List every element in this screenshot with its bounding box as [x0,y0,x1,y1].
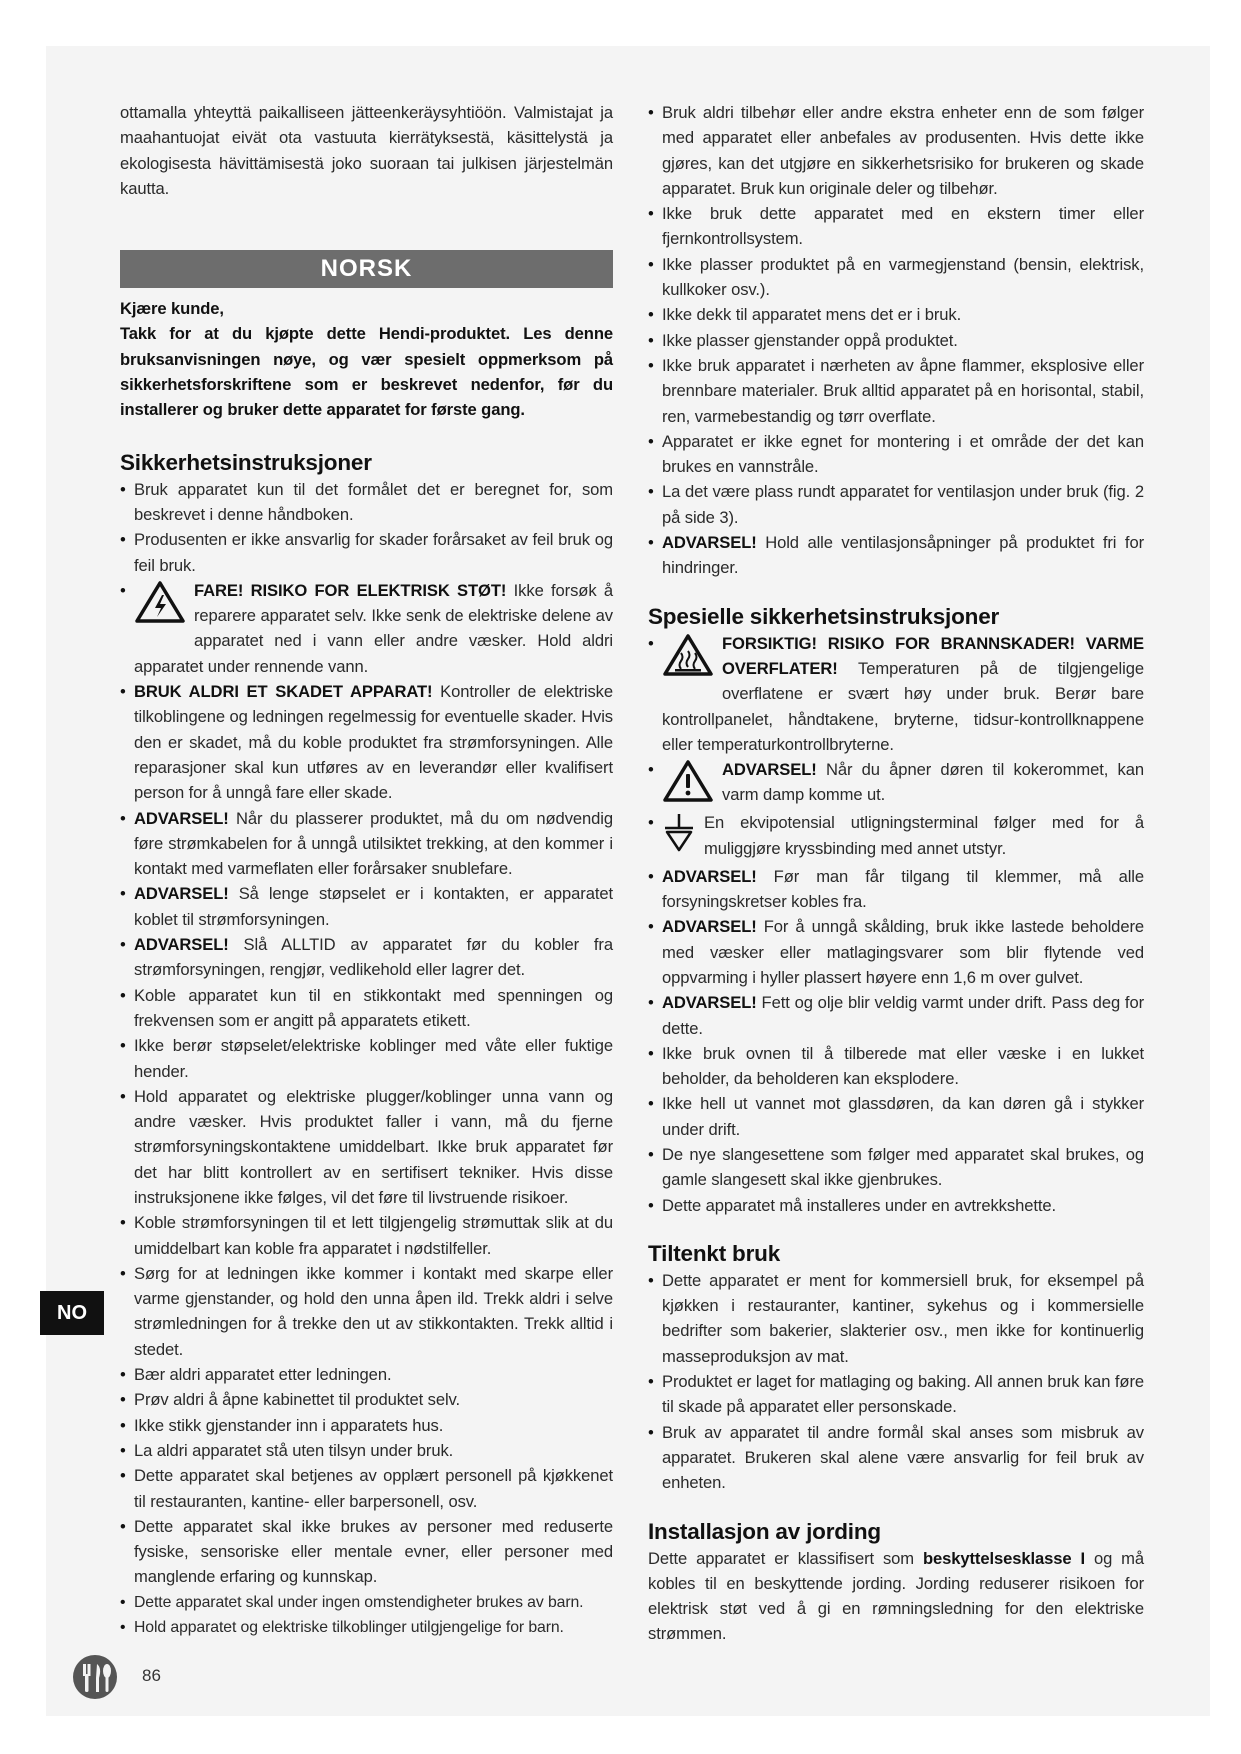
safety-item-text: Produsenten er ikke ansvarlig for skader forårsaket av feil bruk og feil bruk. [134,530,613,575]
general-safety-item [648,530,1144,581]
special-safety-item [648,757,1144,810]
safety-item [120,1514,613,1590]
special-safety-item [648,810,1144,863]
safety-item-text: Hold apparatet og elektriske plugger/koblinger unna vann og andre væsker. Hvis produktet faller i vann, må du fjerne strømforsyningskontaktene umiddelbart. Ikke bruk apparatet før det har blitt kontrollert av en sertifisert tekniker. Hvis disse instruksjonene ikke følges, vil det føre til livstruende risikoer. [134,1086,613,1207]
intended-use-item [648,1420,1144,1496]
special-safety-item [648,1091,1144,1142]
safety-item-emphasis: FARE! RISIKO FOR ELEKTRISK STØT! [194,580,507,600]
safety-item [120,1362,613,1387]
intro-text: Takk for at du kjøpte dette Hendi-produktet. Les denne bruksanvisningen nøye, og vær spesielt oppmerksom på sikkerhetsforskriftene som er beskrevet nedenfor, før du installerer og bruker dette apparatet for første gang. [120,324,613,420]
electric-shock-warning-icon [134,580,186,631]
special-safety-item-text: Temperaturen på de tilgjengelige overflatene er svært høy under bruk. Berør bare kontrollpanelet, håndtakene, bryterne, tidsur-kontrollknappene eller temperaturkontrollbryterne. [662,658,1144,754]
hendi-cutlery-logo-icon [72,1654,118,1700]
general-safety-item-text: Ikke bruk dette apparatet med en ekstern timer eller fjernkontrollsystem. [662,204,1144,249]
special-safety-item-emphasis: ADVARSEL! [722,760,817,780]
safety-item-text: La aldri apparatet stå uten tilsyn under bruk. [134,1440,454,1460]
safety-item-text: Koble apparatet kun til en stikkontakt med spenningen og frekvensen som er angitt på apparatets etikett. [134,985,613,1030]
special-safety-list [648,631,1144,1218]
intended-use-item [648,1369,1144,1420]
special-safety-item-text: En ekvipotensial utligningsterminal følger med for å muliggjøre kryssbinding med annet utstyr. [704,813,1144,858]
safety-item-text: Dette apparatet skal betjenes av opplært personell på kjøkkenet til restauranten, kantine- eller barpersonell, osv. [134,1466,613,1511]
general-safety-item-text: Ikke dekk til apparatet mens det er i bruk. [662,305,962,325]
page-number: 86 [142,1666,161,1685]
safety-item [120,1033,613,1084]
special-safety-item-emphasis: ADVARSEL! [662,993,757,1013]
safety-item [120,1438,613,1463]
safety-item [120,527,613,578]
grounding-text-end: og må kobles til en beskyttende jording. Jording reduserer risikoen for elektrisk støt ved å gi en rømningsledning for den elektriske strømmen. [648,1548,1144,1644]
intended-use-item-text: Bruk av apparatet til andre formål skal anses som misbruk av apparatet. Brukeren skal alene være ansvarlig for feil bruk av enheten. [662,1422,1144,1493]
safety-item [120,983,613,1034]
safety-item [120,679,613,805]
safety-item [120,578,613,679]
safety-item-text: Hold apparatet og elektriske tilkoblinger utilgjengelige for barn. [134,1619,564,1637]
greeting: Kjære kunde, [120,299,224,319]
language-tab: NO [40,1291,104,1335]
equipotential-icon [662,812,696,863]
special-safety-item [648,990,1144,1041]
finnish-intro: ottamalla yhteyttä paikalliseen jätteenkeräysyhtiöön. Valmistajat ja maahantuojat eivät ota vastuuta kierrätyksestä, käsittelystä ja ekologisesta hävittämisestä joko suoraan tai julkisen järjestelmän kautta. [120,103,613,198]
left-column [120,100,613,1640]
safety-item-text: Prøv aldri å åpne kabinettet til produktet selv. [134,1390,461,1410]
safety-item [120,1413,613,1438]
grounding-text-start: Dette apparatet er klassifisert som [648,1548,923,1568]
general-safety-item [648,328,1144,353]
safety-item [120,477,613,528]
safety-item [120,1463,613,1514]
special-safety-item-text: Fett og olje blir veldig varmt under drift. Pass deg for dette. [662,993,1144,1038]
protection-class: beskyttelsesklasse I [922,1548,1085,1568]
special-safety-heading: Spesielle sikkerhetsinstruksjoner [648,603,1000,629]
safety-item-text: Kontroller de elektriske tilkoblingene og ledningen regelmessig for eventuelle skader. Hvis den er skadet, må du koble produktet fra strømforsyningen. Alle reparasjoner skal kun utføres av en leverandør eller kvalifisert person for å unngå fare eller skade. [134,682,613,803]
special-safety-item-emphasis: ADVARSEL! [662,866,757,886]
grounding-text [648,1546,1144,1647]
general-safety-item [648,479,1144,530]
safety-item-text: Dette apparatet skal ikke brukes av personer med reduserte fysiske, sensoriske eller mentale evner, eller personer med manglende erfaring og kunnskap. [134,1516,613,1587]
safety-list [120,477,613,1641]
safety-item [120,806,613,882]
safety-item-text: Ikke stikk gjenstander inn i apparatets hus. [134,1415,444,1435]
special-safety-item-text: For å unngå skålding, bruk ikke lastede beholdere med væsker eller matlagingsvarer som blir flytende ved oppvarming i hyller plassert høyere enn 1,6 m over gulvet. [662,917,1144,987]
general-safety-item-text: Ikke bruk apparatet i nærheten av åpne flammer, eksplosive eller brennbare materialer. Bruk alltid apparatet på en horisontal, stabil, ren, varmebestandig og tørr overflate. [662,355,1144,426]
safety-item [120,1615,613,1640]
grounding-heading: Installasjon av jording [648,1518,881,1544]
special-safety-item-text: Når du åpner døren til kokerommet, kan varm damp komme ut. [722,760,1144,805]
right-column [648,100,1144,1647]
general-safety-item-text: La det være plass rundt apparatet for ventilasjon under bruk (fig. 2 på side 3). [662,482,1144,527]
safety-item-emphasis: ADVARSEL! [134,808,229,828]
safety-item [120,1590,613,1615]
general-safety-item [648,201,1144,252]
safety-item [120,1210,613,1261]
safety-item-text: Så lenge støpselet er i kontakten, er apparatet koblet til strømforsyningen. [134,884,613,929]
intended-use-item-text: Produktet er laget for matlaging og baking. All annen bruk kan føre til skade på apparatet eller personskade. [662,1372,1144,1417]
special-safety-item-emphasis: FORSIKTIG! RISIKO FOR BRANNSKADER! VARME OVERFLATER! [722,633,1144,678]
special-safety-item [648,864,1144,915]
safety-item-emphasis: BRUK ALDRI ET SKADET APPARAT! [134,682,433,702]
safety-item [120,1261,613,1362]
hot-surface-warning-icon [662,633,714,684]
special-safety-item-text: Dette apparatet må installeres under en avtrekkshette. [662,1195,1056,1215]
special-safety-item-text: Ikke hell ut vannet mot glassdøren, da kan døren gå i stykker under drift. [662,1094,1144,1139]
special-safety-item [648,1193,1144,1218]
special-safety-item [648,1041,1144,1092]
safety-item-emphasis: ADVARSEL! [134,935,229,955]
safety-item-text: Sørg for at ledningen ikke kommer i kontakt med skarpe eller varme gjenstander, og hold den unna åpen ild. Trekk aldri i selve strømledningen for å trekke den ut av stikkontakten. Trekk alltid i stedet. [134,1263,613,1359]
general-safety-item-text: Hold alle ventilasjonsåpninger på produktet fri for hindringer. [662,533,1144,578]
safety-item-emphasis: ADVARSEL! [134,884,229,904]
special-safety-item-emphasis: ADVARSEL! [662,917,757,937]
safety-heading: Sikkerhetsinstruksjoner [120,449,372,475]
safety-item-text: Bær aldri apparatet etter ledningen. [134,1365,392,1385]
general-safety-item-text: Apparatet er ikke egnet for montering i et område der det kan brukes en vannstråle. [662,431,1144,477]
safety-item [120,881,613,932]
general-safety-item [648,302,1144,327]
safety-item-text: Koble strømforsyningen til et lett tilgjengelig strømuttak slik at du umiddelbart kan koble fra apparatet i nødstilfeller. [134,1213,613,1258]
general-safety-item-emphasis: ADVARSEL! [662,533,757,553]
special-safety-item-text: Ikke bruk ovnen til å tilberede mat eller væske i en lukket beholder, da beholderen kan eksplodere. [662,1043,1144,1089]
general-safety-item [648,429,1144,480]
special-safety-item [648,1142,1144,1193]
safety-item-text: Bruk apparatet kun til det formålet det er beregnet for, som beskrevet i denne håndboken. [134,479,613,524]
general-safety-item [648,100,1144,201]
safety-item [120,1084,613,1210]
intended-use-list [648,1268,1144,1496]
special-safety-item-text: De nye slangesettene som følger med apparatet skal brukes, og gamle slangesett skal ikke gjenbrukes. [662,1144,1144,1190]
general-safety-list [648,100,1144,581]
special-safety-item [648,914,1144,990]
safety-item [120,1387,613,1412]
safety-item [120,932,613,983]
general-warning-icon [662,759,714,810]
safety-item-text: Når du plasserer produktet, må du om nødvendig føre strømkabelen for å unngå utilsiktet trekking, at den kommer i kontakt med varmeflaten eller forårsaker snublefare. [134,808,613,879]
special-safety-item-text: Før man får tilgang til klemmer, må alle forsyningskretser kobles fra. [662,866,1144,912]
safety-item-text: Slå ALLTID av apparatet før du kobler fra strømforsyningen, rengjør, vedlikehold eller lagrer det. [134,935,613,980]
special-safety-item [648,631,1144,757]
general-safety-item-text: Ikke plasser gjenstander oppå produktet. [662,330,958,350]
general-safety-item-text: Bruk aldri tilbehør eller andre ekstra enheter enn de som følger med apparatet eller anbefales av produsenten. Hvis dette ikke gjøres, kan det utgjøre en sikkerhetsrisiko for brukeren og skade apparatet. Bruk kun originale deler og tilbehør. [662,103,1144,198]
general-safety-item [648,252,1144,303]
safety-item-text: Dette apparatet skal under ingen omstendigheter brukes av barn. [134,1593,584,1611]
intended-use-item-text: Dette apparatet er ment for kommersiell bruk, for eksempel på kjøkken i restauranter, kantiner, sykehus og i kommersielle bedrifter som bakerier, slakterier osv., men ikke for kontinuerlig masseproduksjon av mat. [662,1270,1144,1366]
safety-item-text: Ikke forsøk å reparere apparatet selv. Ikke senk de elektriske delene av apparatet ned i vann eller andre væsker. Hold aldri apparatet under rennende vann. [134,580,613,676]
general-safety-item [648,353,1144,429]
section-title-bar: NORSK [120,250,613,288]
general-safety-item-text: Ikke plasser produktet på en varmegjenstand (bensin, elektrisk, kullkoker osv.). [662,254,1144,300]
safety-item-text: Ikke berør støpselet/elektriske koblinger med våte eller fuktige hender. [134,1036,613,1081]
intended-use-heading: Tiltenkt bruk [648,1240,781,1266]
intended-use-item [648,1268,1144,1369]
